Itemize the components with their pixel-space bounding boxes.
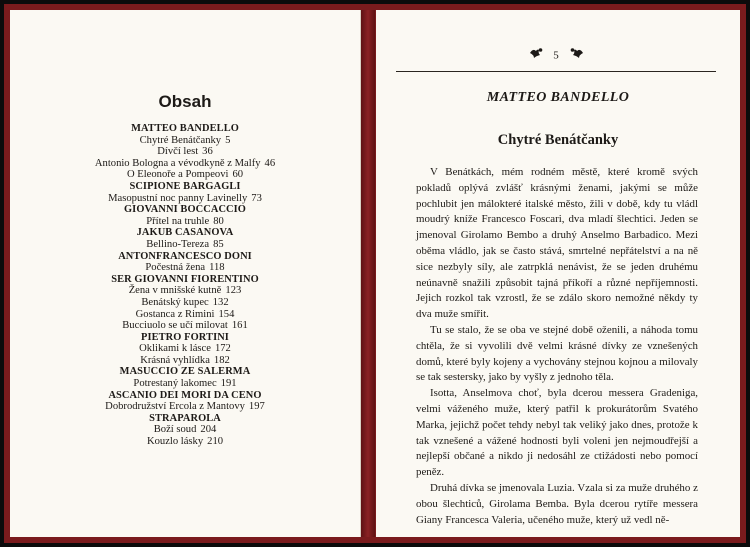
toc-entry: [10, 343, 360, 355]
story-paragraph: V Benátkách, mém rodném městě, které kromě svých pokladů oplývá zvlášť krásnými ženami, jakými se může pochlubit jen málokteré italské město, žili v době, kdy tu vládl moudrý kníže Francesco Foscari, dva mladí šlechtici. Jeden se jmenoval Girolamo Bembo a druhý Anselmo Barbadico. Mezi oběma vládlo, jak se často stává, smrtelné nepřátelství a na ně sice nezbyly síly, ale zatrpklá nenávist, že se jeden druhému neúnavně snažili způsobit tajná příkoří a různé nepříjemnosti. Jejich rozkol tak vzrostl, že se zdálo skoro nemožné někdy ty dva muže smířit.: [416, 166, 698, 321]
toc-entry: [10, 309, 360, 321]
toc-entry-page: 36: [202, 146, 213, 158]
running-header: [396, 47, 716, 72]
book-gutter: [361, 10, 375, 537]
cherub-ornament-icon: [568, 47, 584, 64]
toc-entry: [10, 135, 360, 147]
toc-entry: [10, 297, 360, 309]
toc-entry: [10, 216, 360, 228]
toc-entry-title: Oklikami k lásce: [139, 343, 211, 355]
toc-entry-page: 80: [213, 215, 224, 227]
toc-entry-page: 118: [209, 262, 225, 274]
left-page: [10, 10, 361, 537]
toc-entry-page: 154: [218, 308, 235, 320]
toc-title: Obsah: [158, 92, 212, 111]
toc-entry-page: 161: [231, 320, 248, 332]
toc-entry-title: Přítel na truhle: [146, 215, 210, 227]
toc-author: MASUCCIO ZE SALERMA: [119, 366, 251, 378]
book-spread: [4, 4, 746, 543]
cherub-ornament-icon: [529, 47, 545, 64]
toc-entry-page: 85: [213, 238, 224, 250]
toc-entry-page: 197: [248, 401, 265, 413]
toc-entry-page: 210: [207, 436, 224, 448]
toc-entry-title: Počestná žena: [145, 262, 206, 274]
story-paragraph: Tu se stalo, že se oba ve stejné době oženili, a náhoda tomu chtěla, že si vyvolili dvě velmi krásné dívky ze vznešených domů, které byly kojeny a vychovány stejnou kojnou a milovaly se tak sestersky, jako by vyšly z jednoho těla.: [416, 323, 698, 384]
toc-author: MATTEO BANDELLO: [131, 123, 239, 134]
toc-entry-title: Dívčí lest: [157, 146, 199, 158]
toc-author: STRAPAROLA: [149, 412, 221, 424]
toc-entry-page: 73: [251, 192, 262, 204]
right-page: [376, 10, 740, 537]
story-paragraph: Druhá dívka se jmenovala Luzia. Vzala si za muže druhého z obou šlechticů, Girolama Bemba. Byla dcerou rytíře messera Giany Francesca Valeria, učeného muže, který už vedl ně-: [416, 481, 698, 526]
toc-entry-title: O Eleonoře a Pompeovi: [126, 169, 229, 181]
story-paragraph: Isotta, Anselmova choť, byla dcerou messera Gradeniga, velmi váženého muže, který patřil k prokurátorům Svatého Marka, jejichž počet tehdy nebyl tak veliký jako dnes, protože k tak vznešené a vážené hodnosti byli voleni jen nejmoudřejší a nejlepší občané a nikdo ji nedosáhl ze ctižádosti nebo pomocí peněz.: [416, 387, 698, 479]
toc-entry-page: 5: [225, 134, 231, 146]
toc-entry: [10, 239, 360, 251]
story-body: [416, 165, 698, 528]
toc-entry: [10, 320, 360, 332]
toc-author: JAKUB CASANOVA: [136, 227, 234, 239]
toc-entry: [10, 436, 360, 448]
toc-entry-title: Bellino-Tereza: [146, 238, 210, 250]
toc-entry-title: Žena v mnišské kutně: [128, 285, 222, 297]
toc-author: ASCANIO DEI MORI DA CENO: [108, 389, 262, 401]
toc-entry: [10, 378, 360, 390]
toc-author: ANTONFRANCESCO DONI: [118, 250, 252, 262]
story-title: Chytré Benátčanky: [497, 132, 619, 148]
toc-entry-page: 182: [213, 354, 230, 366]
toc-entry-title: Benátský kupec: [141, 296, 209, 308]
toc-author: GIOVANNI BOCCACCIO: [124, 204, 246, 216]
toc-entry-page: 191: [220, 378, 237, 390]
toc-entry: [10, 285, 360, 297]
toc-entry-title: Dobrodružství Ercola z Mantovy: [105, 401, 245, 413]
toc-entry: [10, 158, 360, 170]
toc-entry-page: 172: [214, 343, 231, 355]
toc-author: SER GIOVANNI FIORENTINO: [111, 273, 259, 285]
toc-entry-title: Krásná vyhlídka: [140, 354, 210, 366]
toc-entry-page: 60: [232, 169, 244, 181]
toc-entry-title: Kouzlo lásky: [146, 436, 204, 448]
toc-entry-page: 46: [264, 157, 276, 169]
toc-entry-title: Chytré Benátčanky: [139, 134, 222, 146]
toc-entry: [10, 355, 360, 367]
table-of-contents: [10, 123, 360, 448]
toc-entry-page: 204: [200, 424, 217, 436]
toc-entry: [10, 401, 360, 413]
page-number: 5: [553, 49, 559, 62]
toc-entry: [10, 169, 360, 181]
toc-entry-title: Boží soud: [153, 424, 197, 436]
toc-entry-title: Masopustní noc panny Lavinelly: [108, 192, 248, 204]
toc-author: SCIPIONE BARGAGLI: [129, 180, 241, 192]
toc-entry: [10, 262, 360, 274]
toc-entry: [10, 424, 360, 436]
toc-entry-title: Antonio Bologna a vévodkyně z Malfy: [94, 157, 261, 169]
toc-entry-title: Bucciuolo se učí milovat: [122, 320, 228, 332]
toc-entry: [10, 146, 360, 158]
toc-entry-page: 132: [212, 296, 229, 308]
toc-entry-page: 123: [225, 285, 242, 297]
toc-entry: [10, 193, 360, 205]
toc-entry-title: Potrestaný lakomec: [133, 378, 217, 390]
chapter-author: MATTEO BANDELLO: [486, 90, 630, 105]
toc-entry-title: Gostanca z Rimini: [135, 308, 215, 320]
toc-author: PIETRO FORTINI: [141, 331, 229, 343]
